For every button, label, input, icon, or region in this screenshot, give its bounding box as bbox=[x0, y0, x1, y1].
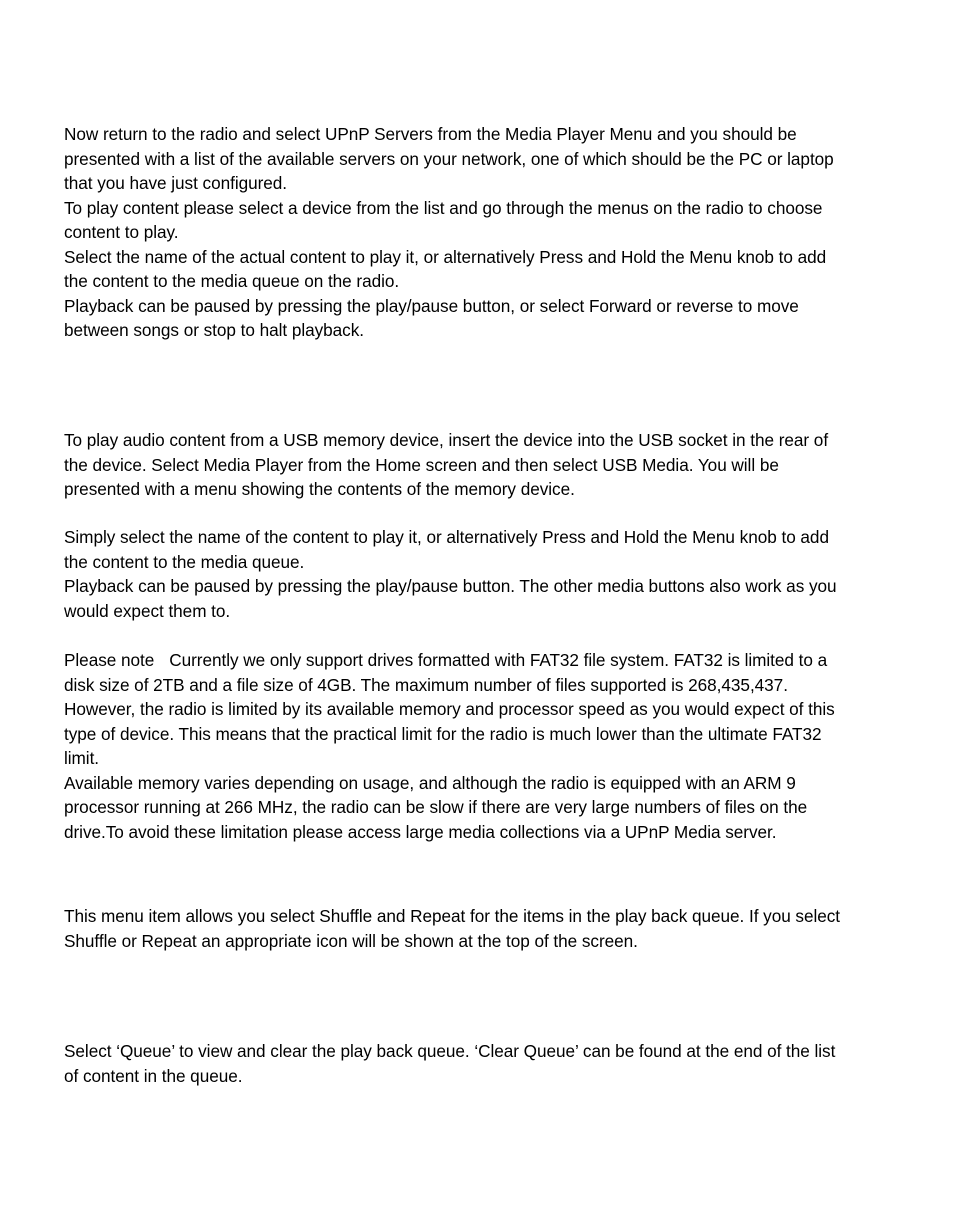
note-first-line bbox=[64, 648, 894, 673]
text-line: Playback can be paused by pressing the play/pause button. The other media buttons also work as you bbox=[64, 576, 837, 596]
text-line: the content to the media queue on the radio. bbox=[64, 271, 400, 291]
text-line: drive.To avoid these limitation please access large media collections via a UPnP Media server. bbox=[64, 821, 777, 842]
upnp-paragraph bbox=[64, 122, 894, 343]
text-line: type of device. This means that the practical limit for the radio is much lower than the ultimate FAT32 bbox=[64, 723, 822, 744]
note-label: Please note bbox=[64, 650, 155, 670]
text-line: To play content please select a device from the list and go through the menus on the radio to choose bbox=[64, 197, 823, 218]
queue-paragraph bbox=[64, 1039, 894, 1088]
text-line: disk size of 2TB and a file size of 4GB. The maximum number of files supported is 268,435,437. bbox=[64, 674, 788, 695]
text-line: Simply select the name of the content to play it, or alternatively Press and Hold the Menu knob to add bbox=[64, 527, 829, 547]
text-line: Available memory varies depending on usage, and although the radio is equipped with an ARM 9 bbox=[64, 772, 796, 793]
text-line: limit. bbox=[64, 748, 100, 768]
text-line: the content to the media queue. bbox=[64, 551, 305, 572]
shuffle-paragraph bbox=[64, 904, 894, 953]
text-line: that you have just configured. bbox=[64, 173, 288, 193]
usb-intro-paragraph bbox=[64, 428, 894, 502]
usb-play-paragraph bbox=[64, 525, 894, 623]
text-line: content to play. bbox=[64, 222, 179, 242]
text-line: Shuffle or Repeat an appropriate icon will be shown at the top of the screen. bbox=[64, 930, 638, 951]
text-line: processor running at 266 MHz, the radio can be slow if there are very large numbers of files on the bbox=[64, 797, 808, 817]
text-line: Now return to the radio and select UPnP Servers from the Media Player Menu and you should be bbox=[64, 124, 797, 144]
text-line: Select ‘Queue’ to view and clear the play back queue. ‘Clear Queue’ can be found at the end of the list bbox=[64, 1041, 836, 1061]
text-line: This menu item allows you select Shuffle and Repeat for the items in the play back queue. If you select bbox=[64, 906, 841, 926]
note-first-line-text: Currently we only support drives formatted with FAT32 file system. FAT32 is limited to a bbox=[169, 650, 828, 670]
text-line: However, the radio is limited by its available memory and processor speed as you would expect of this bbox=[64, 699, 835, 719]
text-line: Playback can be paused by pressing the play/pause button, or select Forward or reverse to move bbox=[64, 295, 799, 316]
text-line: Select the name of the actual content to play it, or alternatively Press and Hold the Menu knob to add bbox=[64, 246, 827, 267]
text-line: presented with a menu showing the contents of the memory device. bbox=[64, 479, 575, 499]
text-line: the device. Select Media Player from the Home screen and then select USB Media. You will be bbox=[64, 454, 779, 475]
text-line: between songs or stop to halt playback. bbox=[64, 320, 364, 340]
text-line: presented with a list of the available servers on your network, one of which should be the PC or laptop bbox=[64, 148, 834, 169]
text-line: of content in the queue. bbox=[64, 1065, 243, 1086]
note-paragraph bbox=[64, 648, 894, 844]
text-line: would expect them to. bbox=[64, 600, 231, 621]
text-line: To play audio content from a USB memory device, insert the device into the USB socket in the rear of bbox=[64, 430, 829, 450]
